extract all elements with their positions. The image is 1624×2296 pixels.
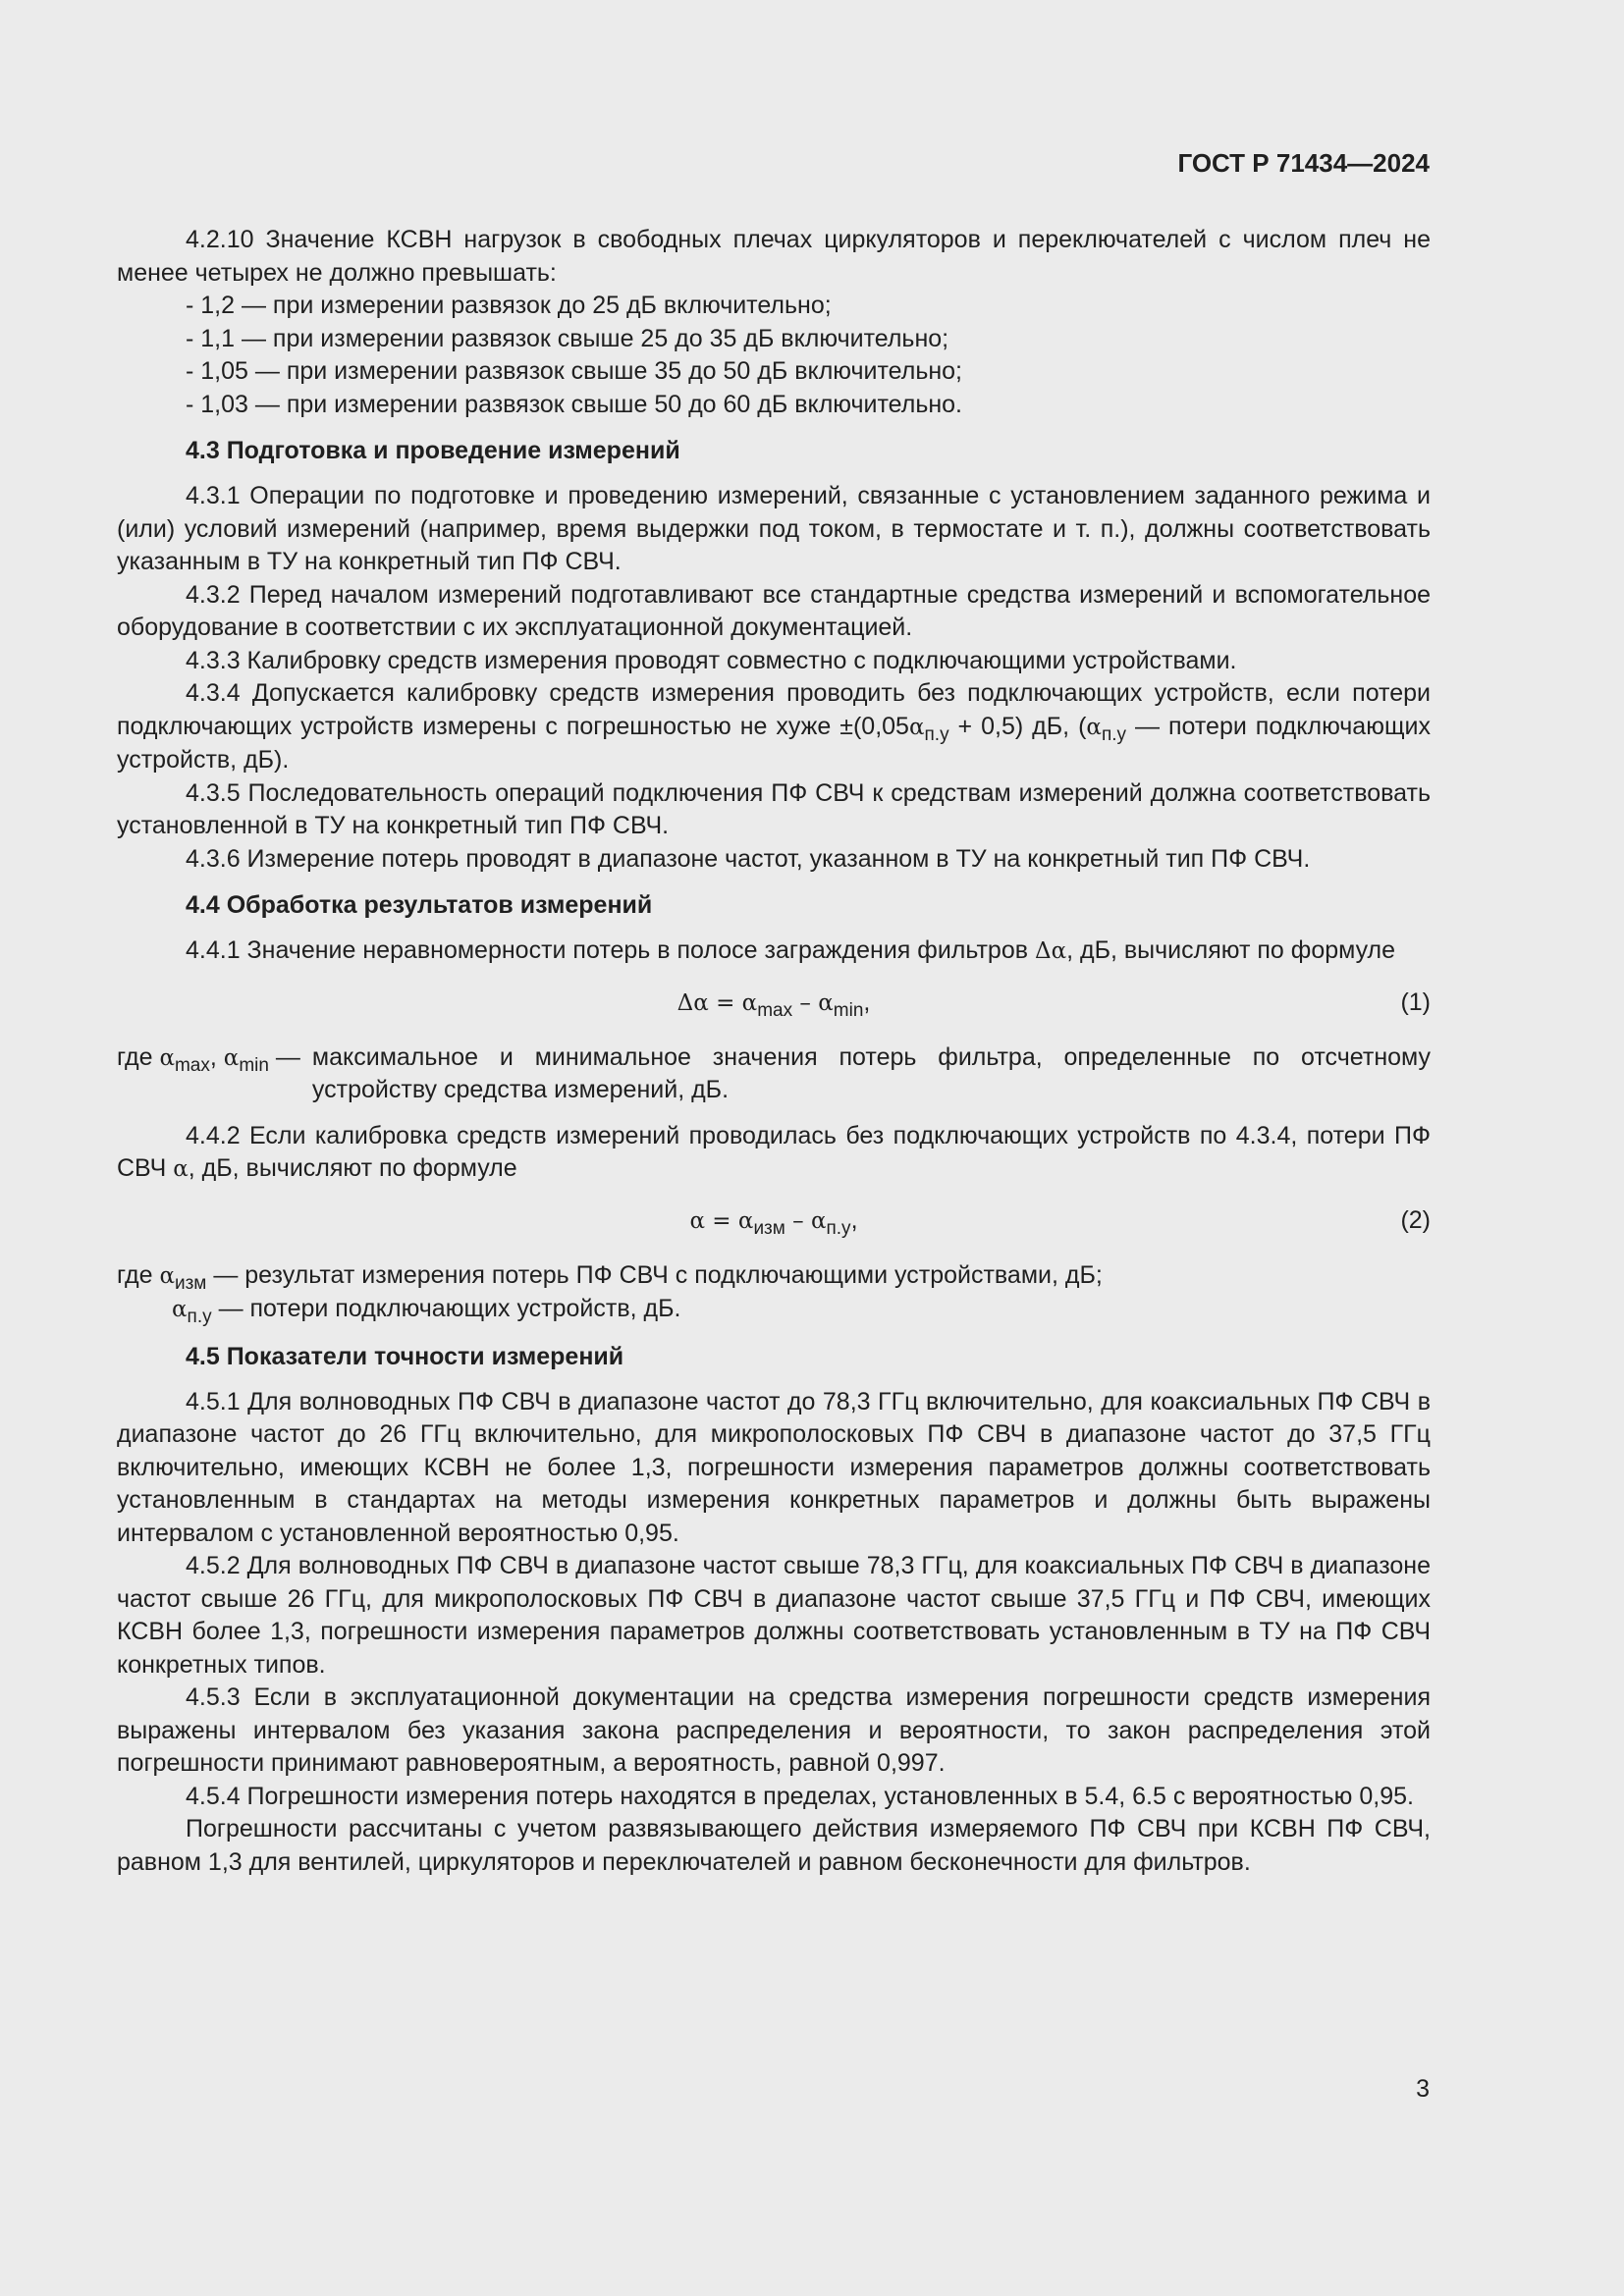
formula-2 xyxy=(117,1204,1431,1238)
paragraph-4-3-1: 4.3.1 Операции по подготовке и проведению измерений, связанные с установлением заданного режима и (или) условий измерений (например, время выдержки под током, в термостате и т. п.), должны соответствовать указанным в ТУ на конкретный тип ПФ СВЧ. xyxy=(117,482,1431,575)
subscript: п.у xyxy=(1101,723,1127,745)
text-run: 4.3.4 Допускается калибровку средств измерения проводить без подключающих устройств, если потери подключающих устройств измерены с погрешностью не хуже ±(0,05 xyxy=(117,679,1431,740)
paragraph-accuracy-note: Погрешности рассчитаны с учетом развязывающего действия измеряемого ПФ СВЧ при КСВН ПФ СВЧ, равном 1,3 для вентилей, циркуляторов и переключателей и равном бесконечности для фильтров. xyxy=(117,1815,1431,1876)
standard-id: ГОСТ Р 71434—2024 xyxy=(1177,148,1430,178)
paragraph-4-3-3: 4.3.3 Калибровку средств измерения проводят совместно с подключающими устройствами. xyxy=(186,646,1237,674)
subscript: min xyxy=(239,1054,269,1076)
text-run: , дБ, вычисляют по формуле xyxy=(1066,936,1396,964)
paragraph-4-5-4: 4.5.4 Погрешности измерения потерь находятся в пределах, установленных в 5.4, 6.5 с вероятностью 0,95. xyxy=(186,1782,1414,1810)
subscript: изм xyxy=(753,1217,785,1239)
paragraph-4-5-3: 4.5.3 Если в эксплуатационной документации на средства измерения погрешности средств измерения выражены интервалом без указания закона распределения и вероятности, то закон распределения этой погрешности принимают равновероятным, а вероятность, равной 0,997. xyxy=(117,1683,1431,1777)
list-item: - 1,05 — при измерении развязок свыше 35 до 50 дБ включительно; xyxy=(186,357,963,385)
paragraph-4-5-1: 4.5.1 Для волноводных ПФ СВЧ в диапазоне частот до 78,3 ГГц включительно, для коаксиальных ПФ СВЧ в диапазоне частот до 26 ГГц включительно, для микрополосковых ПФ СВЧ в диапазоне частот до 37,5 ГГц включительно, имеющих КСВН не более 1,3, погрешности измерения параметров должны соответствовать установленным в стандартах на методы измерения конкретных параметров и должны быть выражены интервалом с установленной вероятностью 0,95. xyxy=(117,1387,1431,1547)
formula-lhs: Δα = α xyxy=(677,989,758,1016)
paragraph-4-3-4 xyxy=(117,677,1431,777)
subscript: изм xyxy=(174,1272,207,1294)
section-heading-4-4: 4.4 Обработка результатов измерений xyxy=(186,891,653,919)
where-description: — потери подключающих устройств, дБ. xyxy=(211,1295,681,1322)
section-heading-4-3: 4.3 Подготовка и проведение измерений xyxy=(186,437,680,464)
text-run: 4.4.1 Значение неравномерности потерь в полосе заграждения фильтров xyxy=(186,936,1035,964)
text-run: 4.4.2 Если калибровка средств измерений проводилась без подключающих устройств по 4.3.4, потери ПФ СВЧ xyxy=(117,1121,1431,1182)
paragraph-4-3-5: 4.3.5 Последовательность операций подключения ПФ СВЧ к средствам измерений должна соответствовать установленной в ТУ на конкретный тип ПФ СВЧ. xyxy=(117,778,1431,839)
paragraph-4-4-1 xyxy=(117,934,1431,969)
paragraph-4-2-10: 4.2.10 Значение КСВН нагрузок в свободных плечах циркуляторов и переключателей с числом плеч не менее четырех не должно превышать: xyxy=(117,226,1431,287)
text-run: — потери подключающих устройств, дБ). xyxy=(117,712,1431,774)
separator: , xyxy=(209,1042,224,1071)
formula-lhs: α = α xyxy=(689,1207,754,1234)
text-run: , дБ, вычисляют по формуле xyxy=(188,1154,517,1182)
section-heading-4-5: 4.5 Показатели точности измерений xyxy=(186,1342,624,1370)
where-word: где xyxy=(117,1260,160,1289)
where-clause-3 xyxy=(117,1293,1431,1327)
alpha-symbol: α xyxy=(172,1297,188,1322)
alpha-symbol: α xyxy=(908,714,925,740)
subscript: п.у xyxy=(826,1217,851,1239)
where-description: — результат измерения потерь ПФ СВЧ с подключающими устройствами, дБ; xyxy=(206,1260,1103,1289)
alpha-symbol: α xyxy=(223,1044,240,1071)
alpha-symbol: α xyxy=(159,1262,175,1289)
formula-1 xyxy=(117,987,1431,1020)
where-word: где xyxy=(117,1042,160,1071)
subscript: min xyxy=(833,999,864,1021)
where-description: максимальное и минимальное значения потерь фильтра, определенные по отсчетному устройству средства измерений, дБ. xyxy=(311,1042,1431,1103)
alpha-symbol: α xyxy=(173,1156,189,1182)
dash: — xyxy=(268,1042,300,1071)
formula-operator: – α xyxy=(785,1207,827,1234)
subscript: max xyxy=(757,999,793,1021)
formula-number: (1) xyxy=(1400,988,1431,1016)
subscript: max xyxy=(174,1054,210,1076)
paragraph-4-5-2: 4.5.2 Для волноводных ПФ СВЧ в диапазоне частот свыше 78,3 ГГц, для коаксиальных ПФ СВЧ в диапазоне частот свыше 26 ГГц, для микрополосковых ПФ СВЧ в диапазоне частот свыше 37,5 ГГц и ПФ СВЧ, имеющих КСВН более 1,3, погрешности измерения параметров должны соответствовать установленным в ТУ на ПФ СВЧ конкретных типов. xyxy=(117,1552,1431,1679)
delta-alpha-symbol: Δα xyxy=(1034,938,1067,964)
formula-end: , xyxy=(850,1205,858,1234)
list-item: - 1,1 — при измерении развязок свыше 25 до 35 дБ включительно; xyxy=(186,324,949,352)
formula-operator: – α xyxy=(792,989,834,1016)
subscript: п.у xyxy=(187,1307,212,1327)
where-clause-1 xyxy=(117,1041,1431,1107)
where-term xyxy=(117,1041,312,1107)
formula-end: , xyxy=(863,988,871,1016)
paragraph-4-3-6: 4.3.6 Измерение потерь проводят в диапазоне частот, указанном в ТУ на конкретный тип ПФ СВЧ. xyxy=(186,844,1311,873)
list-item: - 1,03 — при измерении развязок свыше 50 до 60 дБ включительно. xyxy=(186,390,963,418)
formula-number: (2) xyxy=(1400,1205,1431,1234)
subscript: п.у xyxy=(924,723,949,745)
text-run: + 0,5) дБ, ( xyxy=(948,712,1087,740)
paragraph-4-4-2 xyxy=(117,1120,1431,1187)
alpha-symbol: α xyxy=(159,1044,175,1071)
paragraph-4-3-2: 4.3.2 Перед началом измерений подготавливают все стандартные средства измерений и вспомогательное оборудование в соответствии с их эксплуатационной документацией. xyxy=(117,580,1431,641)
document-body xyxy=(117,224,1431,1879)
alpha-symbol: α xyxy=(1086,714,1102,740)
where-clause-2 xyxy=(117,1259,1431,1294)
page-number: 3 xyxy=(1416,2075,1430,2103)
list-item: - 1,2 — при измерении развязок до 25 дБ включительно; xyxy=(186,292,832,319)
